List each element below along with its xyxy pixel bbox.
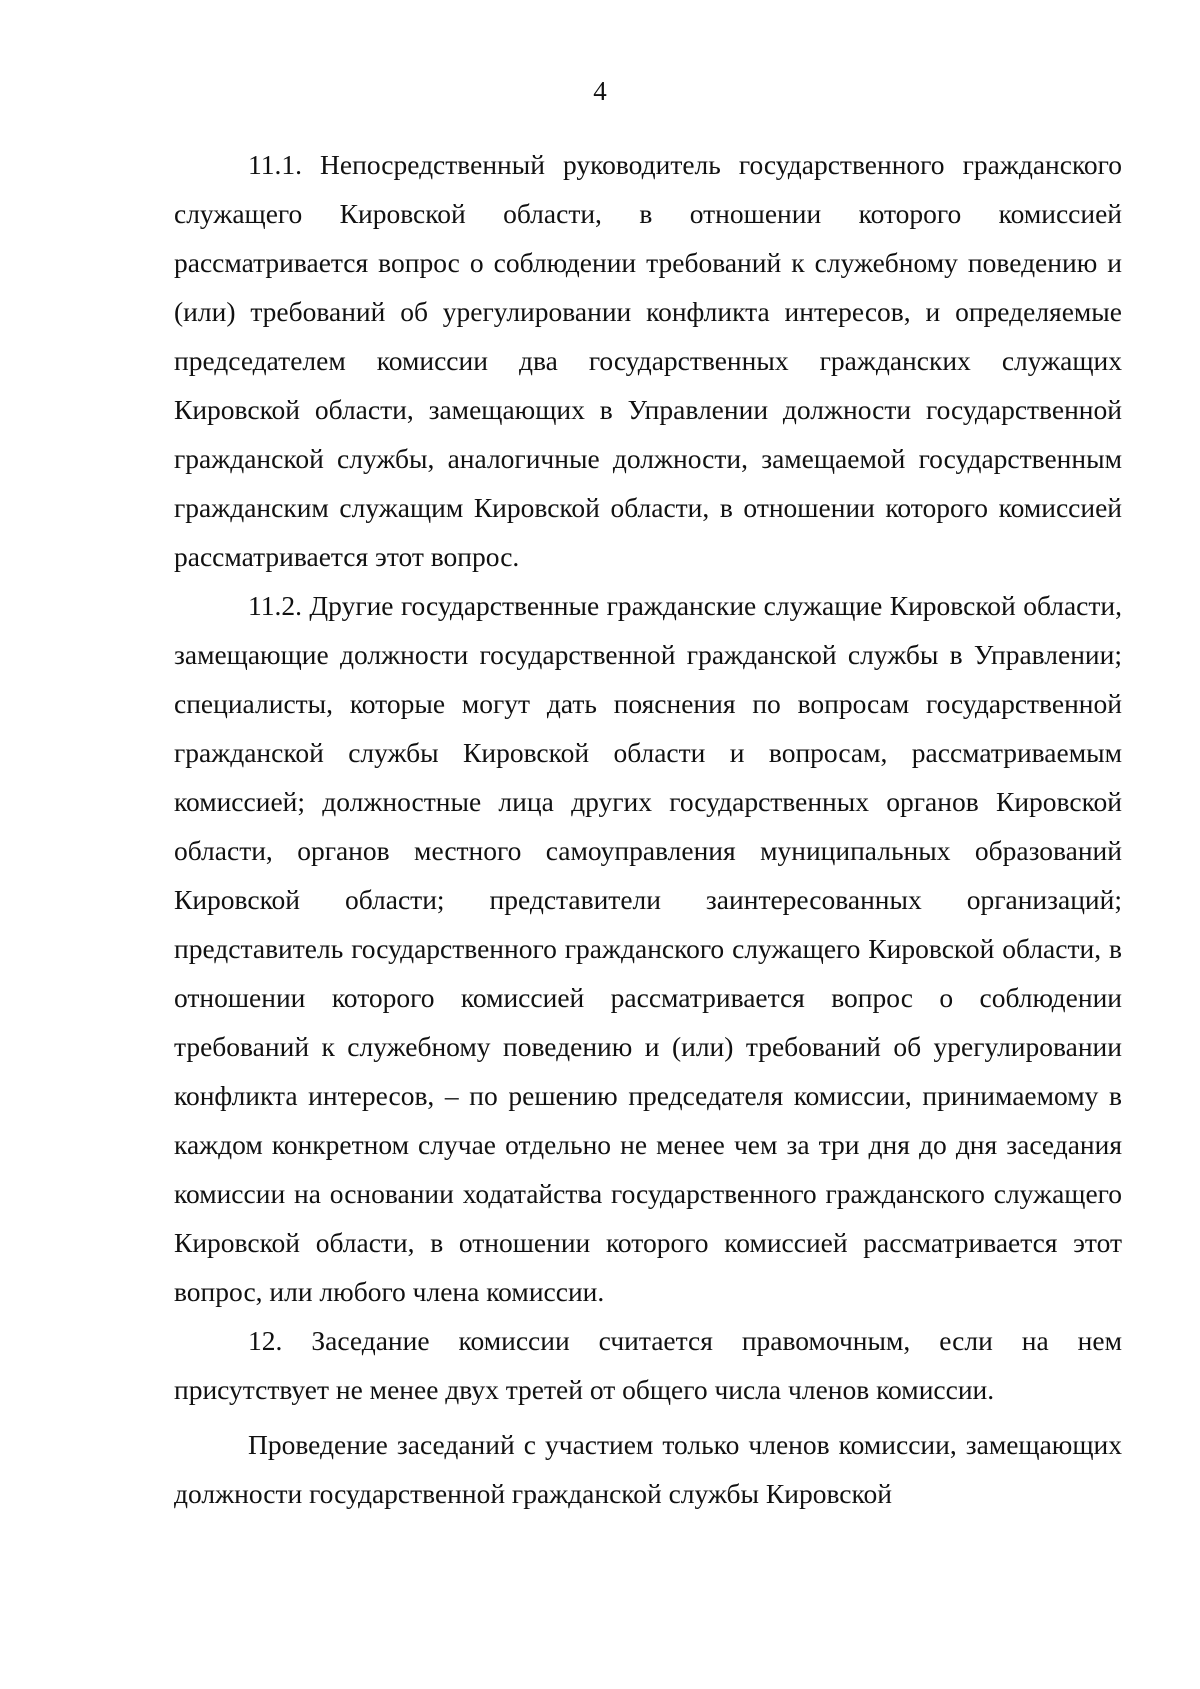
paragraph-12: 12. Заседание комиссии считается правомочным, если на нем присутствует не менее двух третей от общего числа членов комиссии.: [174, 1325, 1122, 1405]
paragraph-meetings: Проведение заседаний с участием только членов комиссии, замещающих должности государственной гражданской службы Кировской: [174, 1429, 1122, 1509]
paragraph-11-1: 11.1. Непосредственный руководитель государственного гражданского служащего Кировской области, в отношении которого комиссией рассматривается вопрос о соблюдении требований к служебному поведению и (или) требований об урегулировании конфликта интересов, и определяемые председателем комиссии два государственных гражданских служащих Кировской области, замещающих в Управлении должности государственной гражданской службы, аналогичные должности, замещаемой государственным гражданским служащим Кировской области, в отношении которого комиссией рассматривается этот вопрос.: [174, 149, 1122, 572]
paragraph-11-2: 11.2. Другие государственные гражданские служащие Кировской области, замещающие должности государственной гражданской службы в Управлении; специалисты, которые могут дать пояснения по вопросам государственной гражданской службы Кировской области и вопросам, рассматриваемым комиссией; должностные лица других государственных органов Кировской области, органов местного самоуправления муниципальных образований Кировской области; представители заинтересованных организаций; представитель государственного гражданского служащего Кировской области, в отношении которого комиссией рассматривается вопрос о соблюдении требований к служебному поведению и (или) требований об урегулировании конфликта интересов, – по решению председателя комиссии, принимаемому в каждом конкретном случае отдельно не менее чем за три дня до дня заседания комиссии на основании ходатайства государственного гражданского служащего Кировской области, в отношении которого комиссией рассматривается этот вопрос, или любого члена комиссии.: [174, 590, 1122, 1307]
document-body: [174, 140, 1122, 1518]
page-number: 4: [593, 76, 607, 106]
